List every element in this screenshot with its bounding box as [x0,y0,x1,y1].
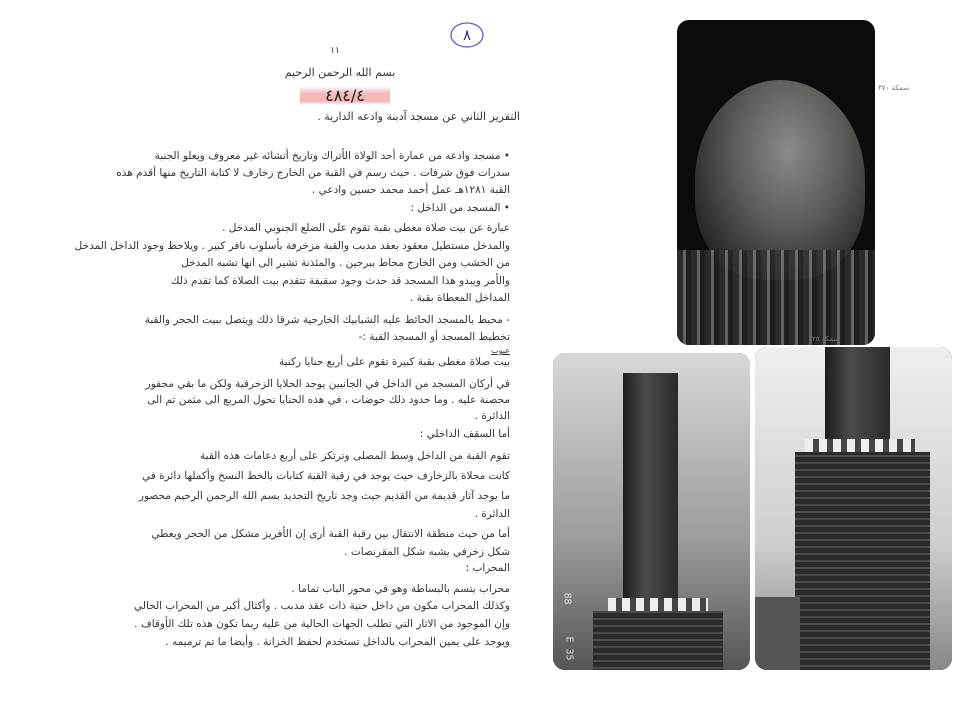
body-line: في أركان المسجد من الداخل في الجانبين يوجد الحلايا الزخرفية ولكن ما بقي محفور [145,378,510,390]
body-line: المحراب : [465,562,510,574]
body-line: ما يوجد آثار قديمة من القديم حيث وجد تاريخ التجديد بسم الله الرحمن الرحيم محصور [138,490,510,502]
body-line: تقوم القبة من الداخل وسط المصلى وترتكز على أربع دعامات هذه القبة [200,450,510,462]
margin-note: عيوب [491,346,510,355]
body-line: ويوجد على يمين المحراب بالداخل تستخدم لحفظ الخزانة . وأيضا ما تم ترميمه . [165,636,510,648]
body-line: بيت صلاة مغطى بقبة كبيرة تقوم على أربع حنايا ركنية [278,356,510,368]
dome-drum [677,250,875,345]
body-line: من الخشب ومن الخارج محاط ببرجين . والمئذنة تشير الى انها تشبه المدخل [181,257,510,269]
body-line: • مسجد وادعه من عمارة أحد الولاة الأتراك وتاريخ أنشائه غير معروف ويعلو الجنبة [154,150,510,162]
body-line: محصنة عليه . وما حدود ذلك حوضات ، في هذه الحنايا تحول المربع الى مثمن ثم الى [147,394,510,406]
body-line: شكل زخرفي يشبه شكل المقرنصات . [344,546,510,558]
body-line: والأمر ويبدو هذا المسجد قد حدث وجود سقيفة تتقدم بيت الصلاة كما تقدم ذلك [170,275,510,287]
basmala: بسم الله الرحمن الرحيم [284,66,396,79]
page-number: ١١ [330,46,340,56]
body-line: - محيط بالمسجد الحائط عليه الشبابيك الخارجية شرقا ذلك ويتصل ببيت الحجر والقبة [144,314,510,326]
body-line: سدرات فوق شرفات . حيث رسم في القبة من الخارج زخارف لا كتابة التاريخ منها أقدم هذه [116,167,510,179]
dome-photo [677,20,875,345]
body-line: تخطيط المسجد أو المسجد القبة :- [358,331,510,343]
minaret-photo-left [553,353,750,670]
circled-page-mark [448,20,486,50]
body-line: أما السقف الداخلي : [419,428,510,440]
body-line: الدائرة . [474,410,510,422]
body-line: وإن الموجود من الاثار التي تطلب الجهات الحالية من عليه ربما تكون هذه تلك الأوقاف . [134,618,510,630]
document-title: التقرير الثاني عن مسجد آدبنة وادعه الدارية . [317,110,520,123]
body-line: القبة ١٢٨١هـ عمل أحمد محمد حسين وادعي . [311,184,510,196]
body-line: المداخل المعطاة بقبة . [409,292,510,304]
minaret-photo-right [755,347,952,670]
body-line: • المسجد من الداخل : [410,202,510,214]
minaret-photo-note: سمكة ٢٥ [812,335,840,343]
film-frame-number: 88 [561,592,573,605]
body-line: الدائرة . [474,508,510,520]
film-code: E 35 [563,636,575,661]
body-line: والمدخل مستطيل معقود بعقد مدبب والقبة مزخرفة بأسلوب نافر كبير . ويلاحظ وجود الداخل المدخل [74,240,510,252]
page-mark: ٨ [462,26,472,44]
body-line: محراب يتسم بالبساطة وهو في محور الباب تماما . [291,583,510,595]
reference-number: ٤٨٤/٤ [300,86,390,105]
body-line: أما من حيث منطقة الانتقال بين رقبة القبة أرى إن الأفريز مشكل من الحجر ويعطي [151,528,510,540]
body-line: عبارة عن بيت صلاة مغطى بقبة تقوم على الضلع الجنوبي المدخل . [222,222,510,234]
body-line: كانت محلاة بالزخارف حيث يوجد في رقبة القبة كتابات بالخط النسخ وأكملها دائرة في [142,470,510,482]
dome-photo-note: سمكة ٣٧٠ [878,84,910,92]
body-line: وكذلك المحراب مكون من داخل حنية ذات عقد مدبب . وأكثال أكبر من المحراب الحالي [134,600,510,612]
